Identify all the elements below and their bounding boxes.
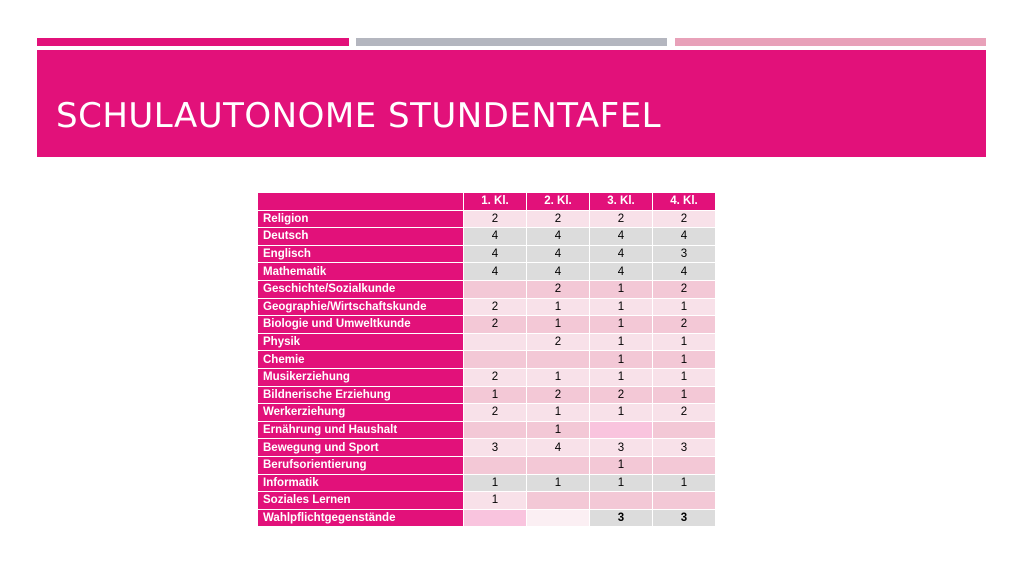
hours-cell: 2 <box>464 298 527 316</box>
subject-label: Musikerziehung <box>258 368 464 386</box>
subject-label: Geschichte/Sozialkunde <box>258 280 464 298</box>
table-row <box>258 333 716 351</box>
hours-cell <box>653 421 716 439</box>
hours-cell: 1 <box>590 280 653 298</box>
table-row <box>258 228 716 246</box>
subject-label: Wahlpflichtgegenstände <box>258 509 464 527</box>
subject-label: Soziales Lernen <box>258 492 464 510</box>
hours-cell: 2 <box>527 333 590 351</box>
hours-cell: 1 <box>527 404 590 422</box>
subject-label: Biologie und Umweltkunde <box>258 316 464 334</box>
hours-cell: 3 <box>653 509 716 527</box>
hours-cell <box>464 333 527 351</box>
hours-cell: 1 <box>527 368 590 386</box>
subject-label: Chemie <box>258 351 464 369</box>
subject-label: Mathematik <box>258 263 464 281</box>
hours-cell: 2 <box>653 280 716 298</box>
subject-label: Geographie/Wirtschaftskunde <box>258 298 464 316</box>
hours-cell: 2 <box>464 316 527 334</box>
top-accent-bar-pink <box>37 38 349 46</box>
subject-label: Religion <box>258 210 464 228</box>
hours-cell <box>653 456 716 474</box>
subject-label: Physik <box>258 333 464 351</box>
hours-cell: 1 <box>590 333 653 351</box>
hours-cell: 4 <box>527 263 590 281</box>
slide-title: SCHULAUTONOME STUNDENTAFEL <box>56 96 662 136</box>
table-row <box>258 404 716 422</box>
hours-cell <box>653 492 716 510</box>
hours-cell: 3 <box>464 439 527 457</box>
hours-cell: 1 <box>464 492 527 510</box>
column-header: 2. Kl. <box>527 193 590 211</box>
hours-cell: 4 <box>653 263 716 281</box>
hours-cell: 1 <box>590 368 653 386</box>
subject-label: Deutsch <box>258 228 464 246</box>
hours-cell: 1 <box>653 298 716 316</box>
top-accent-bar-light-pink <box>675 38 986 46</box>
hours-cell: 4 <box>527 228 590 246</box>
table-row <box>258 386 716 404</box>
hours-cell: 4 <box>464 263 527 281</box>
subject-label: Werkerziehung <box>258 404 464 422</box>
hours-cell: 1 <box>590 298 653 316</box>
column-header: 1. Kl. <box>464 193 527 211</box>
hours-cell: 2 <box>464 368 527 386</box>
hours-cell: 4 <box>653 228 716 246</box>
hours-cell <box>464 456 527 474</box>
hours-cell <box>464 421 527 439</box>
hours-cell: 2 <box>464 404 527 422</box>
hours-cell: 2 <box>527 280 590 298</box>
hours-cell: 1 <box>653 333 716 351</box>
hours-cell: 1 <box>590 316 653 334</box>
hours-cell: 2 <box>527 210 590 228</box>
hours-cell: 4 <box>590 228 653 246</box>
hours-cell <box>527 351 590 369</box>
hours-cell: 4 <box>527 245 590 263</box>
hours-cell: 2 <box>590 386 653 404</box>
table-row <box>258 210 716 228</box>
hours-cell: 4 <box>527 439 590 457</box>
hours-cell: 1 <box>527 298 590 316</box>
hours-cell: 1 <box>590 404 653 422</box>
hours-cell <box>464 351 527 369</box>
subject-label: Bewegung und Sport <box>258 439 464 457</box>
hours-cell: 1 <box>653 351 716 369</box>
hours-cell: 1 <box>590 474 653 492</box>
hours-cell: 1 <box>590 351 653 369</box>
hours-cell <box>527 456 590 474</box>
hours-cell: 1 <box>464 386 527 404</box>
subject-label: Informatik <box>258 474 464 492</box>
hours-cell <box>527 509 590 527</box>
hours-cell: 3 <box>590 509 653 527</box>
header-corner-cell <box>258 193 464 211</box>
hours-cell: 1 <box>527 316 590 334</box>
hours-cell: 1 <box>653 386 716 404</box>
hours-cell <box>464 509 527 527</box>
table-row <box>258 368 716 386</box>
subject-label: Ernährung und Haushalt <box>258 421 464 439</box>
hours-cell: 1 <box>653 368 716 386</box>
stundentafel-table <box>257 192 716 527</box>
hours-cell: 4 <box>464 228 527 246</box>
hours-cell: 2 <box>527 386 590 404</box>
hours-cell: 1 <box>527 474 590 492</box>
table-row <box>258 280 716 298</box>
hours-cell: 2 <box>464 210 527 228</box>
hours-cell <box>590 421 653 439</box>
hours-cell: 2 <box>653 316 716 334</box>
hours-cell: 1 <box>464 474 527 492</box>
table-row <box>258 492 716 510</box>
hours-cell: 4 <box>590 263 653 281</box>
hours-cell: 3 <box>590 439 653 457</box>
table-row <box>258 421 716 439</box>
table-row <box>258 456 716 474</box>
table-header-row <box>258 193 716 211</box>
hours-cell <box>464 280 527 298</box>
subject-label: Berufsorientierung <box>258 456 464 474</box>
table-row <box>258 351 716 369</box>
hours-cell: 2 <box>653 210 716 228</box>
table-row <box>258 439 716 457</box>
hours-cell: 3 <box>653 439 716 457</box>
column-header: 4. Kl. <box>653 193 716 211</box>
hours-cell: 1 <box>590 456 653 474</box>
hours-cell: 3 <box>653 245 716 263</box>
table-row <box>258 509 716 527</box>
hours-cell: 4 <box>590 245 653 263</box>
subject-label: Bildnerische Erziehung <box>258 386 464 404</box>
top-accent-bar-gray <box>356 38 667 46</box>
table-row <box>258 263 716 281</box>
subject-label: Englisch <box>258 245 464 263</box>
hours-cell <box>590 492 653 510</box>
hours-cell: 1 <box>653 474 716 492</box>
hours-cell: 2 <box>590 210 653 228</box>
hours-cell: 1 <box>527 421 590 439</box>
table-row <box>258 316 716 334</box>
title-banner <box>37 50 986 157</box>
table-row <box>258 245 716 263</box>
hours-cell: 2 <box>653 404 716 422</box>
hours-cell: 4 <box>464 245 527 263</box>
table-row <box>258 298 716 316</box>
column-header: 3. Kl. <box>590 193 653 211</box>
table-row <box>258 474 716 492</box>
hours-cell <box>527 492 590 510</box>
